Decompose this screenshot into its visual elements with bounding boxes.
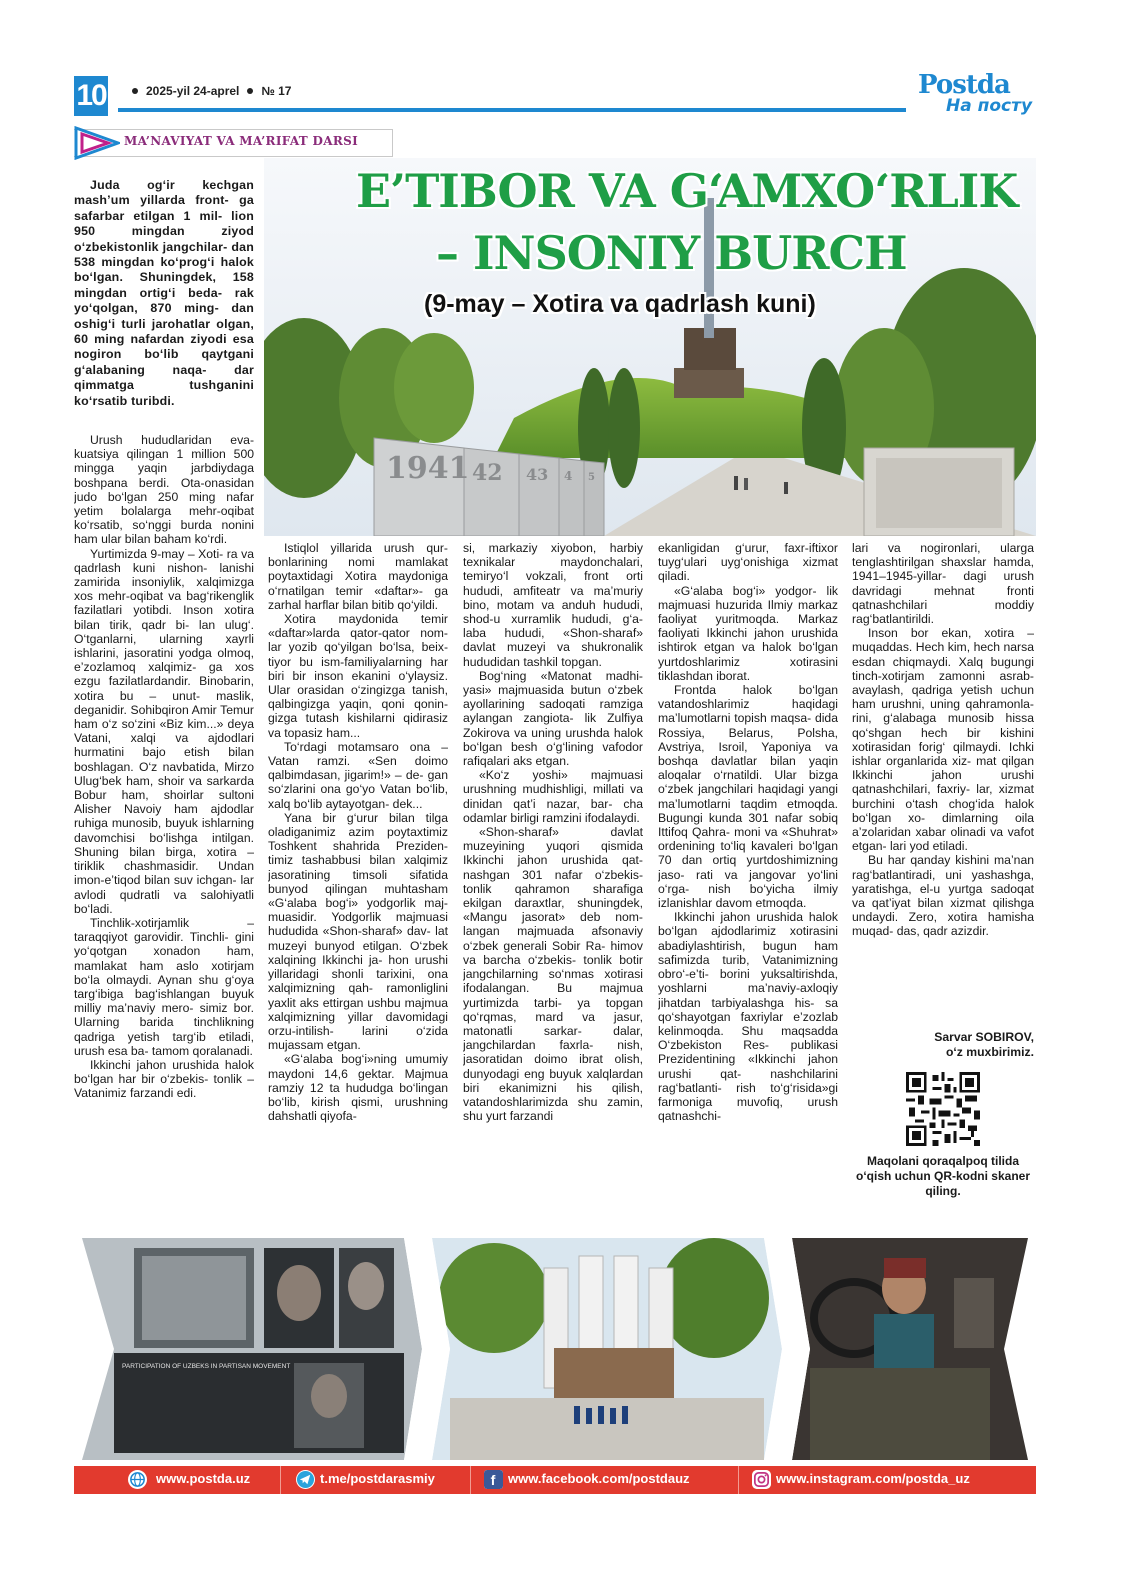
- paragraph: Frontda halok bo‘lgan vatandoshlarimiz haqidagi ma’lumotlarni topish maqsa- dida Rossiya, Belarus, Polsha, Avstriya, Isroil, Yaponiya va boshqa davlatlar bilan yaqin aloqalar o‘rnatildi. Ular bizga o‘zbek jangchilari haqidagi yangi ma’lumotlarni taqdim etmoqda. Bugungi kunda 301 nafar sobiq Ittifoq Qahra- moni va «Shuhrat» ordenining to‘liq kavaleri bo‘lgan 70 dan ortiq yurtdoshimizning jaso- rati va jangovar yo‘lini o‘rga- nish bo‘yicha ilmiy izlanishlar davom etmoqda.: [658, 683, 838, 911]
- footer-divider: [470, 1466, 471, 1494]
- website-link[interactable]: www.postda.uz: [156, 1471, 251, 1486]
- museum-caption: PARTICIPATION OF UZBEKS IN PARTISAN MOVEMENT: [122, 1363, 291, 1370]
- paragraph: To‘rdagi motamsaro ona – Vatan ramzi. «Sen doimo qalbimdasan, jigarim!» – de- gan so‘zlarini ona go‘yo Vatan bo‘lib, xalq bo‘lib aytayotgan- dek...: [268, 739, 448, 811]
- article-column-3: [463, 541, 643, 1213]
- paragraph: «Ko‘z yoshi» majmuasi urushning mudhishligi, millati va dinidan qat’i nazar, bar- cha odamlar birligi ramzini ifodalaydi.: [463, 768, 643, 825]
- newspaper-logo-subtitle: На посту: [946, 96, 1033, 116]
- paragraph: Istiqlol yillarida urush qur- bonlarining nomi mamlakat poytaxtidagi Xotira maydoniga o‘rnatilgan temir «daftar»- ga zarhal harflar bilan bitib qo‘yildi.: [268, 541, 448, 612]
- article-column-4: [658, 541, 838, 1213]
- paragraph: Ikkinchi jahon urushida halok bo‘lgan ajdodlarimiz xotirasini abadiylashtirish, bugun ham safimizda turib, Vatanimizning obro‘-e’ti- borini yuksaltirishda, yoshlarni ma’naviy-axloqiy jihatdan tarbiyalashga his- sa qo‘shayotgan faxriylar e’zozlab kelinmoqda. Shu maqsadda O‘zbekiston Res- publikasi Prezidentining «Ikkinchi jahon urushi qat- nashchilarini rag‘batlanti- rish to‘g‘risida»gi farmoniga muvofiq, urush qatnashchi-: [658, 910, 838, 1124]
- page-number: 10: [74, 76, 108, 116]
- paragraph: Yurtimizda 9-may – Xoti- ra va qadrlash kuni nishon- lanishi zamirida insoniylik, xalqimizga xos mehr-oqibat va bag‘rikenglik fazilatlari yotibdi. Inson xotira bilan tirik, qadr bi- lan ulug‘. O‘tganlarni, ularning xayrli ishlarini, jasoratini yodga olmoq, e’zozlamoq xalqimiz- ga xos ezgu fazilatlardandir. Binobarin, xotira bu – unut- maslik, deganidir. Sohibqiron Amir Temur ham o‘z so‘zini «Biz kim...» deya Vatani, xalqi va ajdodlari hurmatini bajo etish bilan boshlagan. O‘z navbatida, Mirzo Ulug‘bek ham, shoir va sarkarda Bobur ham, shoirlar sultoni Alisher Navoiy ham ajdodlar ruhiga munosib, buyuk ishlarning davomchisi bo‘lishga intilgan. Shuning bilan birga, xotira – tiriklik chashmasidir. Undan imon-e’tiqod bilan suv ichgan- lar avlodi qudratli va salohiyatli bo‘ladi.: [74, 546, 254, 916]
- paragraph: Inson bor ekan, xotira – muqaddas. Hech kim, hech narsa esdan chiqmaydi. Xalq bugungi tinch-xotirjam zamonni asrab-avaylash, qadriga yetish uchun ham urushni, uning qahramonla- rini, g‘alabaga munosib hissa qo‘shgan hech bir kishini xotirasidan forig‘ qilmaydi. Ichki ishlar organlarida xiz- mat qilgan Ikkinchi jahon urushi qatnashchilari, faxriy- lar, xizmat burchini o‘tash chog‘ida halok bo‘lgan xo- dimlarning oila a’zolaridan xabar olinadi va vafot etgan- lari yod etiladi.: [852, 626, 1034, 854]
- issue-date: 2025-yil 24-aprel: [146, 84, 240, 98]
- paragraph: «G‘alaba bog‘i»ning umumiy maydoni 14,6 gektar. Majmua ramziy 12 ta hududga bo‘lingan bo‘lib, kirish qismi, urushning dahshatli qiyofa-: [268, 1052, 448, 1124]
- telegram-link[interactable]: t.me/postdarasmiy: [320, 1471, 435, 1486]
- paragraph: ekanligidan g‘urur, faxr-iftixor tuyg‘ulari uyg‘onishiga xizmat qiladi.: [658, 541, 838, 584]
- gallery-photo-park: [432, 1238, 782, 1460]
- paragraph: Urush hududlaridan eva- kuatsiya qilingan 1 million 500 mingga yaqin jarbdiydaga boshpana berdi. Ota-onasidan judo bo‘lgan 250 ming nafar yetim bolalarga mehr-oqibat ko‘rsatib, so‘nggi burda nonini ham ular bilan baham ko‘rdi.: [74, 433, 254, 547]
- paragraph: Bog‘ning «Matonat madhi- yasi» majmuasida butun o‘zbek ayollarining sadoqati ramziga aylangan zangiota- lik Zulfiya Zokirova va uning urushda halok bo‘lgan besh o‘g‘lining vafodor rafiqalari aks etgan.: [463, 668, 643, 769]
- article-column-1: [74, 433, 254, 1213]
- paragraph: Yana bir g‘urur bilan tilga oladiganimiz azim poytaxtimiz Toshkent shahrida Preziden- timiz tashabbusi bilan xalqimiz jasoratining timsoli sifatida bunyod qilingan muhtasham «G‘alaba bog‘i» yodgorlik maj- muasidir. Yodgorlik majmuasi hududida «Shon-sharaf» dav- lat muzeyi bunyod etilgan. O‘zbek xalqining Ikkinchi ja- hon urushi yillaridagi shonli tarixini, ona xalqimizning qah- ramonliglini yaxlit aks ettirgan ushbu majmua xalqimizning yillar davomidagi orzu-intilish- larini o‘zida mujassam etgan.: [268, 810, 448, 1053]
- article-column-5: [852, 541, 1034, 1027]
- svg-text:f: f: [490, 1473, 496, 1489]
- instagram-icon: [752, 1470, 771, 1489]
- instagram-link[interactable]: www.instagram.com/postda_uz: [776, 1471, 970, 1486]
- author-role: o‘z muxbirimiz.: [945, 1045, 1034, 1059]
- photo-gallery: [74, 1238, 1036, 1460]
- facebook-link[interactable]: www.facebook.com/postdauz: [508, 1471, 690, 1486]
- author-signature: [852, 1030, 1034, 1060]
- rubric-label: MA’NAVIYAT VA MA’RIFAT DARSI: [124, 134, 358, 148]
- telegram-icon: [296, 1470, 315, 1489]
- lead-paragraph: Juda og‘ir kechgan mash’um yillarda front- ga safarbar etilgan 1 mil- lion 950 mingdan ziyod o‘zbekistonlik jangchilar- dan 538 mingdan ko‘prog‘i halok bo‘lgan. Shuningdek, 158 mingdan ortig‘i beda- rak yo‘qolgan, 870 ming- dan oshig‘i turli jarohatlar olgan, 60 ming nafardan ziyodi esa nogiron bo‘lib qaytgani g‘alabaning naqa- dar qimmatga tushganini ko‘rsatib turibdi.: [74, 178, 254, 408]
- author-name: Sarvar SOBIROV,: [934, 1030, 1034, 1044]
- paragraph: «G‘alaba bog‘i» yodgor- lik majmuasi huzurida Ilmiy markaz faoliyat yuritmoqda. Markaz faoliyati Ikkinchi jahon urushida ishtirok etgan va halok bo‘lgan yurtdoshlarimiz xotirasini tiklashdan iborat.: [658, 583, 838, 683]
- globe-icon: [128, 1470, 147, 1489]
- headline-subtitle: (9-may – Xotira va qadrlash kuni): [424, 290, 816, 318]
- paragraph: si, markaziy xiyobon, harbiy texnikalar maydonchalari, temiryo‘l vokzali, front orti hududi, amfiteatr va ma’muriy bino, motam va anduh hududi, shod-u xurramlik hududi, g‘a- laba hududi, «Shon-sharaf» davlat muzeyi va shukronalik hududidan tashkil topgan.: [463, 541, 643, 669]
- headline-line-1: E’TIBOR VA G‘AMXO‘RLIK: [356, 164, 1018, 218]
- bullet-icon: [132, 88, 138, 94]
- article-column-2: [268, 541, 448, 1213]
- plaque-43: 43: [526, 465, 549, 484]
- header-rule: [118, 108, 906, 112]
- footer-divider: [280, 1466, 281, 1494]
- gallery-photo-museum: [82, 1238, 422, 1460]
- qr-caption: Maqolani qoraqalpoq tilida o‘qish uchun QR-kodni skaner qiling.: [855, 1154, 1031, 1198]
- paragraph: «Shon-sharaf» davlat muzeyining yuqori qismida Ikkinchi jahon urushida qat- nashgan 301 nafar o‘zbekis- tonlik qahramon sharafiga ekilgan daraxtlar, shuningdek, «Mangu jasorat» deb nom- langan majmuada afsonaviy o‘zbek generali Sobir Ra- himov va barcha o‘zbekis- tonlik botir jangchilarning so‘nmas xotirasi ifodalangan. Bu majmua yurtimizda tarbi- ya topgan qo‘rqmas, mard va jasur, matonatli sarkar- dalar, jangchilardan faxrla- nish, jasoratidan doimo ibrat olish, dunyodagi eng buyuk xalqlardan biri ekanimizni his qilish, vatandoshlarimizda shu zamin, shu yurt farzandi: [463, 825, 643, 1124]
- gallery-photo-tractor: [792, 1238, 1028, 1460]
- paragraph: Xotira maydonida temir «daftar»larda qator-qator nom- lar yozib qo‘yilgan bo‘lsa, beix- tiyor bu ism-familiyalarning har biri bir inson ekanini o‘ylaysiz. Ular orasidan o‘zingizga tanish, qalbingizga yaqin, qoni qonin- gizga tutash kishilarni qidirasiz va topasiz ham...: [268, 612, 448, 740]
- facebook-icon: [484, 1470, 503, 1489]
- plaque-42: 42: [472, 460, 503, 486]
- headline-line-2: – INSONIY BURCH: [436, 226, 907, 280]
- rubric-arrow-icon: [74, 126, 120, 160]
- issue-info: [124, 84, 291, 98]
- paragraph: lari va nogironlari, ularga tenglashtirilgan shaxslar hamda, 1941–1945-yillar- dagi urush davridagi mehnat fronti qatnashchilari moddiy rag‘batlantirildi.: [852, 541, 1034, 627]
- paragraph: Ikkinchi jahon urushida halok bo‘lgan har bir o‘zbekis- tonlik – Vatanimiz farzandi edi.: [74, 1057, 254, 1101]
- plaque-45: 5: [588, 472, 595, 483]
- bullet-icon: [247, 88, 253, 94]
- plaque-1941: 1941: [386, 451, 470, 486]
- paragraph: Bu har qanday kishini ma’nan rag‘batlantiradi, uni yashashga, yaratishga, el-u yurtga sadoqat va qat’iyat bilan xizmat qilishga undaydi. Zero, xotira hamisha muqad- das, qadr azizdir.: [852, 853, 1034, 939]
- qr-code[interactable]: [906, 1072, 980, 1146]
- issue-number: № 17: [261, 84, 292, 98]
- paragraph: Tinchlik-xotirjamlik – taraqqiyot garovidir. Tinchli- gini yo‘qotgan xonadon ham, mamlakat ham aslo xotirjam bo‘la olmaydi. Aynan shu g‘oya targ‘ibiga bag‘ishlangan buyuk milliy ma’naviy mero- simiz bor. Ularning barida tinchlikning qadriga yetish targ‘ib etiladi, urush esa ba- tamom qoralanadi.: [74, 915, 254, 1058]
- footer-divider: [738, 1466, 739, 1494]
- newspaper-logo: Postda: [918, 70, 1010, 100]
- plaque-44: 4: [564, 469, 573, 483]
